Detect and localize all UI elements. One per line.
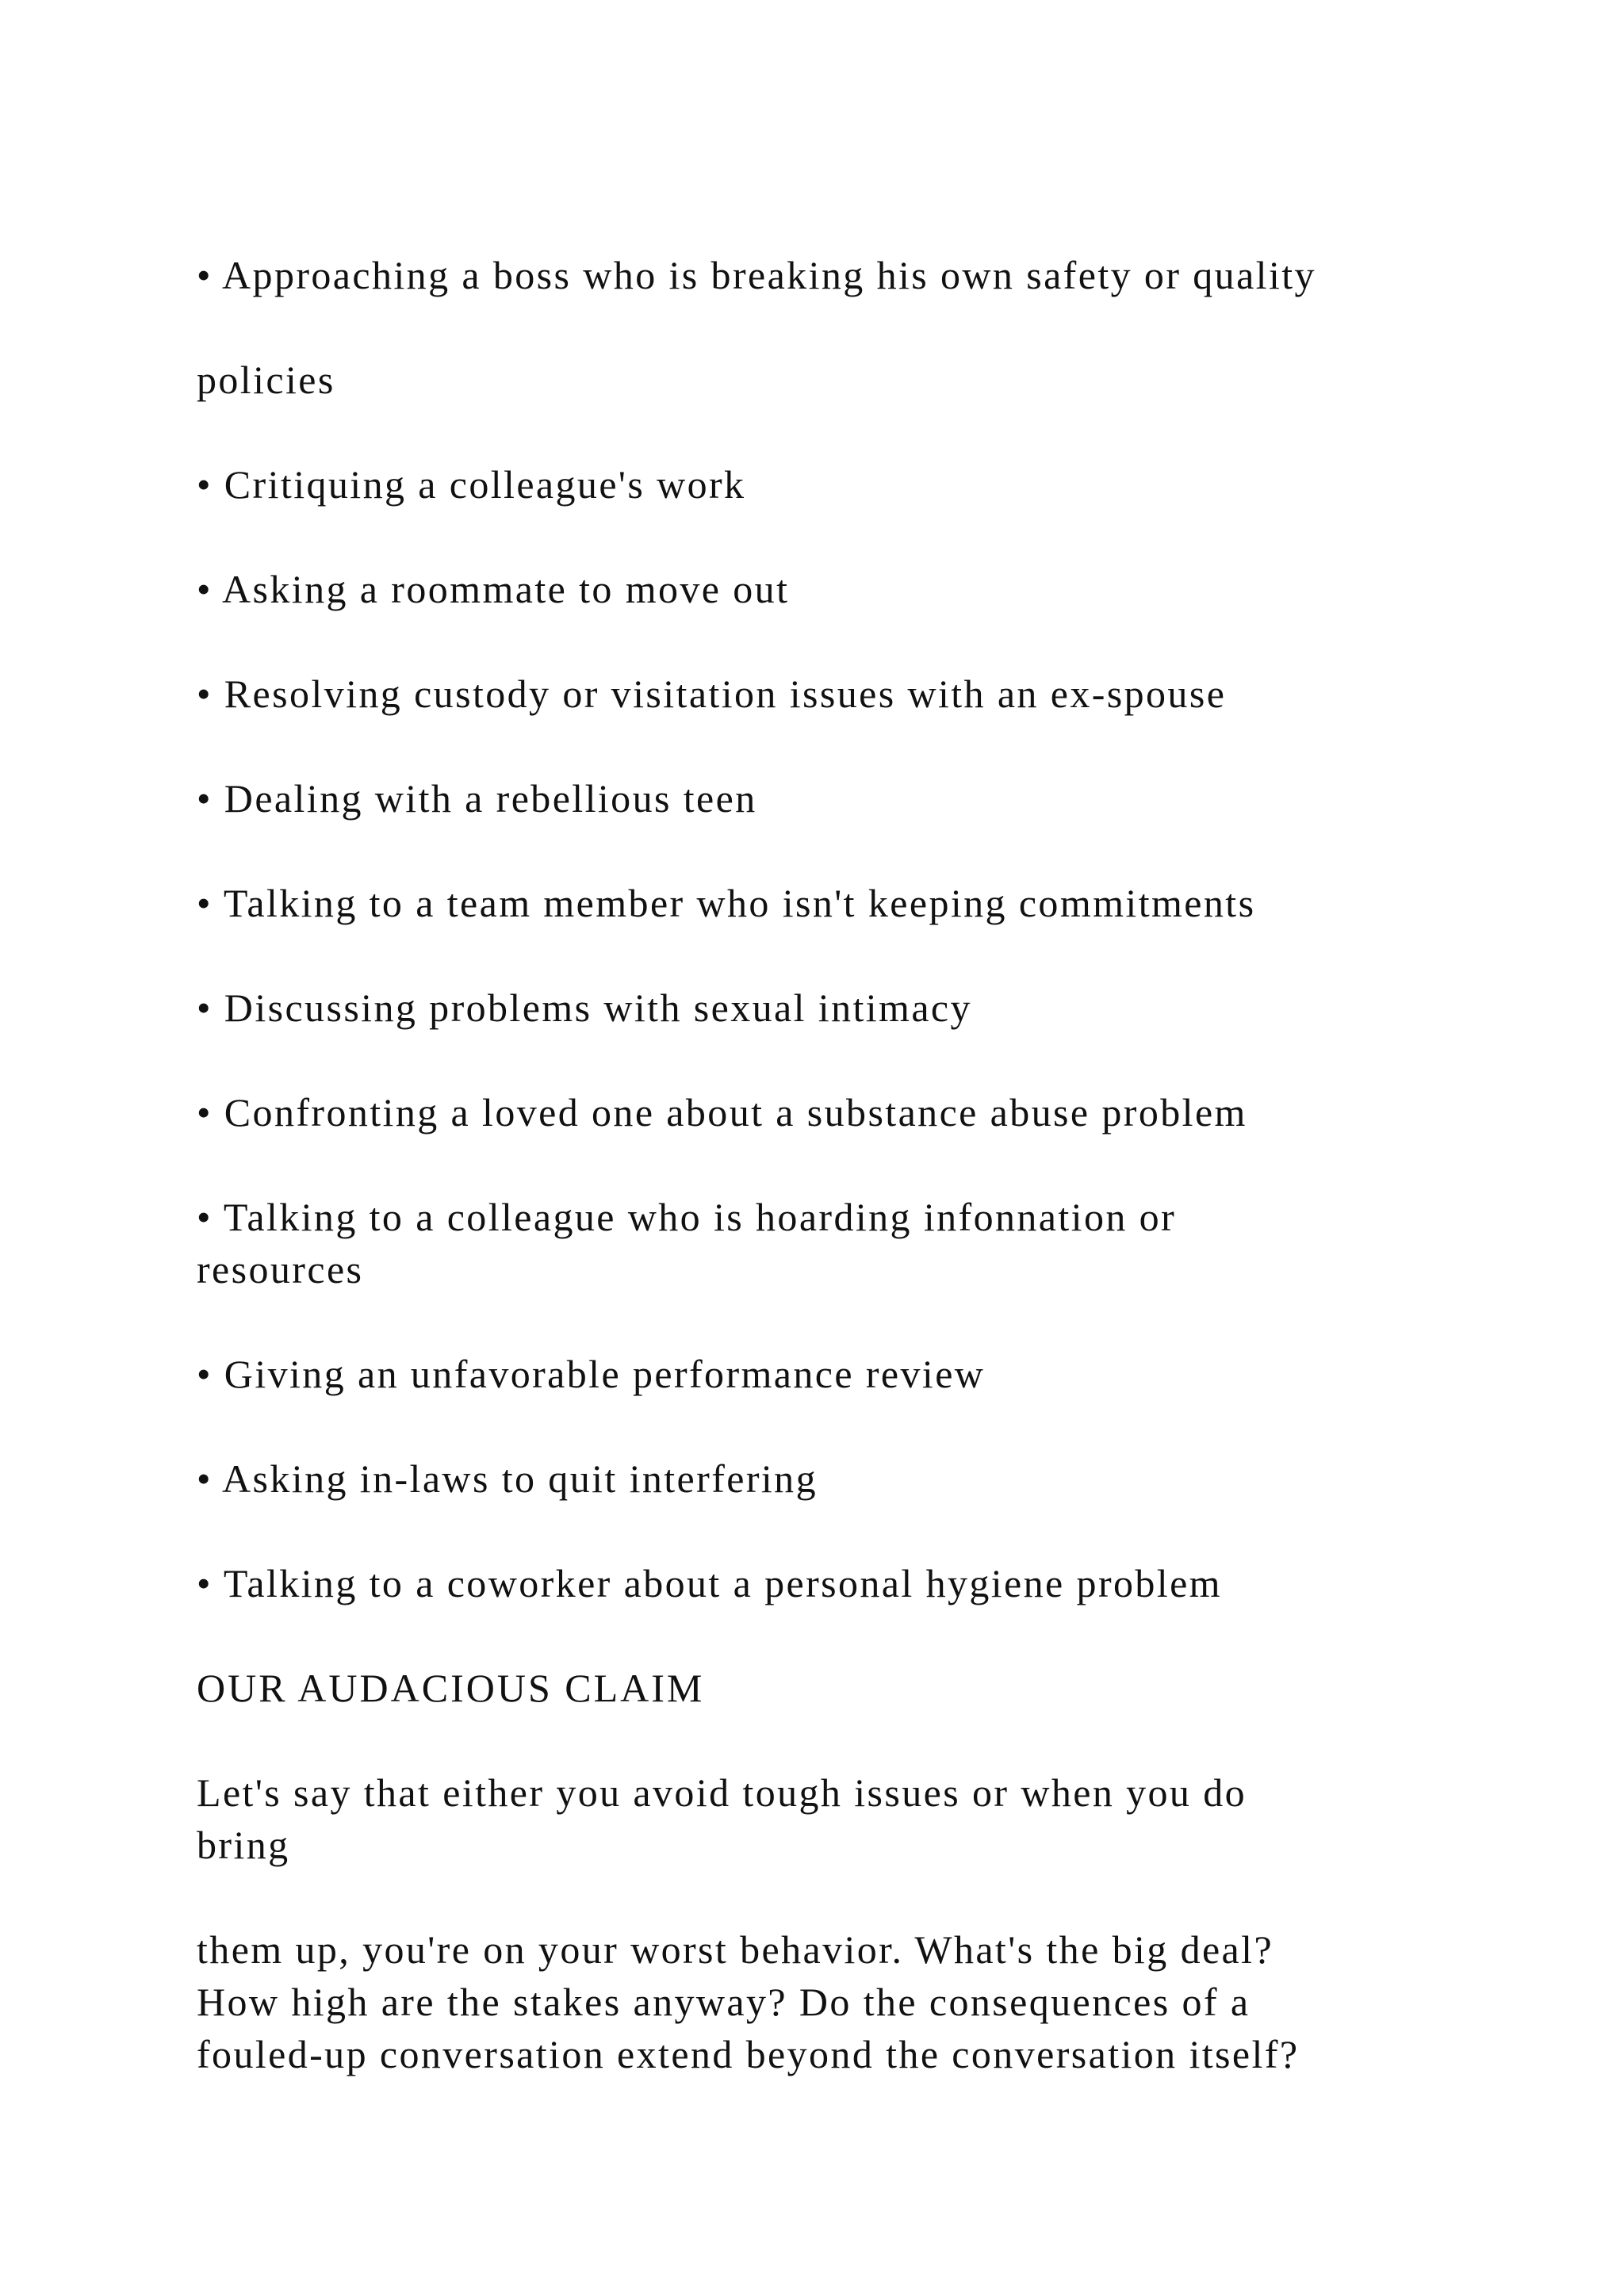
bullet-line-performance-review: • Giving an unfavorable performance review xyxy=(197,1352,986,1396)
bullet-line-rebellious-teen: • Dealing with a rebellious teen xyxy=(197,776,757,821)
paragraph-line-5: fouled-up conversation extend beyond the conversation itself? xyxy=(197,2032,1300,2076)
paragraph-line-3: them up, you're on your worst behavior. What's the big deal? xyxy=(197,1927,1274,1972)
bullet-line-custody: • Resolving custody or visitation issues with an ex-spouse xyxy=(197,672,1227,716)
bullet-line-critiquing-colleague: • Critiquing a colleague's work xyxy=(197,462,746,507)
bullet-line-boss-safety: • Approaching a boss who is breaking his own safety or quality xyxy=(197,253,1316,297)
paragraph-line-4: How high are the stakes anyway? Do the consequences of a xyxy=(197,1980,1251,2024)
bullet-line-hygiene: • Talking to a coworker about a personal hygiene problem xyxy=(197,1561,1222,1605)
bullet-line-team-member: • Talking to a team member who isn't keeping commitments xyxy=(197,881,1256,925)
paragraph-line-2: bring xyxy=(197,1823,290,1867)
paragraph-line-1: Let's say that either you avoid tough issues or when you do xyxy=(197,1770,1247,1815)
bullet-line-hoarding: • Talking to a colleague who is hoarding infonnation or xyxy=(197,1195,1177,1239)
bullet-line-resources-continuation: resources xyxy=(197,1247,364,1292)
bullet-line-substance-abuse: • Confronting a loved one about a substance abuse problem xyxy=(197,1090,1247,1135)
bullet-line-roommate: • Asking a roommate to move out xyxy=(197,567,790,611)
section-heading: OUR AUDACIOUS CLAIM xyxy=(197,1666,705,1710)
bullet-line-sexual-intimacy: • Discussing problems with sexual intimacy xyxy=(197,985,972,1030)
bullet-line-in-laws: • Asking in-laws to quit interfering xyxy=(197,1456,818,1501)
bullet-line-policies-continuation: policies xyxy=(197,358,335,402)
